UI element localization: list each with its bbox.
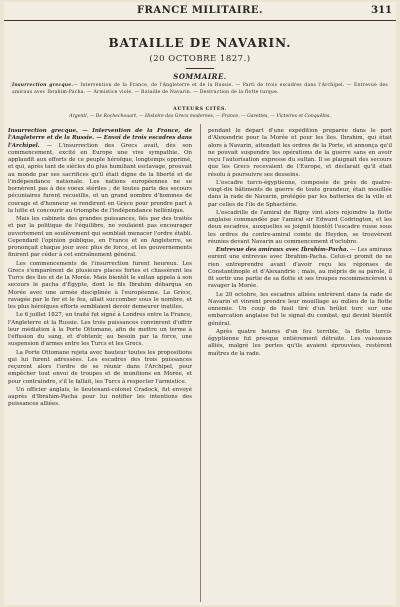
paragraph — [208, 329, 392, 358]
paragraph-body: L'escadre turco-égyptienne, composée de près de quatre-vingt-dix bâtiments de guerre de toute grandeur, était mouillée dans la rade de Navarin, protégée par les batteries de la ville et par celles de l'île de Sphactérie. — [208, 179, 392, 208]
running-title: FRANCE MILITAIRE. — [136, 5, 264, 16]
paragraph-body: La Porte Ottomane rejeta avec hauteur toutes les propositions qui lui furent adressées. Les escadres des trois puissances reçurent alors l'ordre de se réunir dans l'Archipel, pour empêcher tout envoi de troupes et de munitions en Morée, et pour contraindre, s'il le fallait, les Turcs à respecter l'armistice. — [8, 349, 192, 385]
abbreviations-heading: AUTEURS CITÉS. — [173, 106, 227, 112]
paragraph — [208, 210, 392, 246]
text-column-right — [208, 128, 392, 604]
paragraph — [208, 247, 392, 291]
article-title: BATAILLE DE NAVARIN. — [108, 36, 292, 50]
paragraph — [8, 350, 192, 386]
paragraph — [8, 261, 192, 312]
running-header — [4, 4, 396, 21]
paragraph-body: Les commencements de l'insurrection furent heureux. Les Grecs s'emparèrent de plusieurs places fortes et chassèrent les Turcs des îles et de la Morée. Mais bientôt le sultan appela à son secours le pacha d'Égypte, dont le fils Ibrahim débarqua en Morée avec une armée disciplinée à l'européenne. La Grèce, ravagée par le fer et le feu, allait succomber sous le nombre, et les plus héroïques efforts semblaient devoir demeurer inutiles. — [8, 260, 192, 310]
paragraph-lead: Entrevue des amiraux avec Ibrahim-Pacha. — [216, 247, 349, 253]
paragraph-body: Un officier anglais, le lieutenant-colonel Cradock, fut envoyé auprès d'Ibrahim-Pacha pour lui notifier les intentions des puissances alliées. — [8, 386, 192, 408]
paragraph — [8, 128, 192, 215]
sommaire-text — [12, 82, 388, 96]
abbreviations-text: Argenti, — De Rochechouart, — Histoire des Grecs modernes, — France, — Gazettes, — Victoires et Conquêtes. — [69, 114, 331, 119]
sommaire-lead: Insurrection grecque. — [12, 83, 74, 88]
paragraph — [208, 128, 392, 179]
sommaire-heading: SOMMAIRE. — [173, 72, 227, 81]
document-page — [4, 2, 396, 605]
paragraph-body: — L'insurrection des Grecs avait, dès son commencement, excité en Europe une vive sympathie. On applaudit aux efforts de ce peuple héroïque, longtemps opprimé, et qui, après tant de siècles du plus humiliant esclavage, prouvait au monde par ses sacrifices qu'il était digne de la liberté et de l'indépendance nationale. Les nations européennes ne se bornèrent pas à des voeux stériles ; de toutes parts des secours pécuniaires furent recueillis, et un grand nombre d'hommes de courage et d'honneur se rendirent en Grèce pour prendre part à la lutte et concourir au triomphe de l'indépendance hellénique. — [8, 142, 192, 214]
paragraph-body: Le 20 octobre, les escadres alliées entrèrent dans la rade de Navarin et vinrent prendre leur mouillage au milieu de la flotte ennemie. Un coup de fusil tiré d'un brûlot turc sur une embarcation anglaise fut le signal du combat, qui devint bientôt général. — [208, 291, 392, 327]
paragraph-body: L'escadrille de l'amiral de Rigny vint alors rejoindre la flotte anglaise commandée par l'amiral sir Edward Codrington, et les deux escadres, auxquelles se joignit bientôt l'escadre russe sous les ordres du contre-amiral comte de Heyden, se trouvèrent réunies devant Navarin au commencement d'octobre. — [208, 209, 392, 245]
page-number: 311 — [371, 5, 392, 16]
paragraph — [8, 216, 192, 260]
article-date: (20 OCTOBRE 1827.) — [149, 54, 251, 64]
column-divider — [200, 124, 201, 602]
paragraph-body: pendant le départ d'une expédition préparée dans le port d'Alexandrie pour la Morée et pour les îles. Ibrahim, qui était alors à Navarin, attendait les ordres de la Porte, et annonça qu'il ne pouvait suspendre les opérations de la guerre sans en avoir reçu l'autorisation expresse du sultan. Il se plaignait des secours que les Grecs recevaient de l'Europe, et déclarait qu'il était résolu à poursuivre ses desseins. — [208, 128, 392, 178]
paragraph — [208, 180, 392, 209]
paragraph-lead: Insurrection grecque. — Intervention de la France, de l'Angleterre et de la Russie. — Envoi de trois escadres dans l'Archipel. — [8, 128, 192, 149]
title-rule — [186, 68, 214, 69]
paragraph-body: — Les amiraux eurent une entrevue avec Ibrahim-Pacha. Celui-ci promit de ne rien entreprendre avant d'avoir reçu les réponses de Constantinople et d'Alexandrie ; mais, au mépris de sa parole, il fit sortir une partie de sa flotte et ses troupes recommencèrent à ravager la Morée. — [208, 247, 392, 290]
paragraph — [8, 312, 192, 348]
paragraph-body: Le 6 juillet 1827, un traité fut signé à Londres entre la France, l'Angleterre et la Russie. Les trois puissances convinrent d'offrir leur médiation à la Porte Ottomane, afin de mettre un terme à l'effusion du sang, et d'obtenir, au besoin par la force, une suspension d'armes entre les Turcs et les Grecs. — [8, 312, 192, 348]
text-column-left — [8, 128, 192, 604]
paragraph — [208, 292, 392, 328]
paragraph-body: Mais les cabinets des grandes puissances, liés par des traités et par la politique de l'équilibre, ne voulaient pas encourager ouvertement un soulèvement qui semblait menacer l'ordre établi. Cependant l'opinion publique, en France et en Angleterre, se prononçait chaque jour avec plus de force, et les gouvernements finirent par céder à cet entraînement général. — [8, 216, 192, 259]
paragraph — [8, 387, 192, 409]
sommaire-body: — Intervention de la France, de l'Angleterre et de la Russie. — Parti de trois escadres dans l'Archipel. — Entrevue des amiraux avec Ibrahim-Pacha. — Armistice viole. — Bataille de Navarin. — Destruction de la flotte turque. — [12, 83, 388, 95]
paragraph-body: Après quatre heures d'un feu terrible, la flotte turco-égyptienne fut presque entièrement détruite. Les vaisseaux alliés, malgré les pertes qu'ils avaient éprouvées, restèrent maîtres de la rade. — [208, 328, 392, 357]
